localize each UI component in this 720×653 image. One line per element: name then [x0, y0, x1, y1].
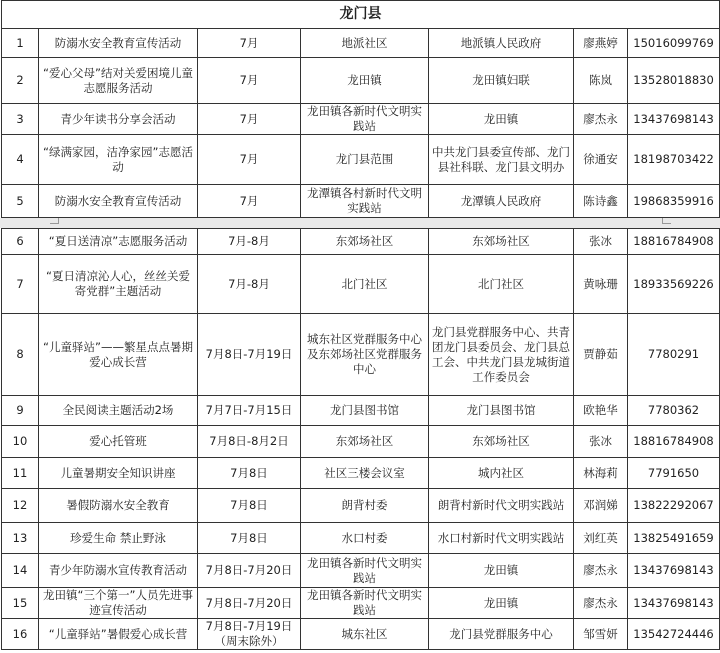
cell-organizer: 龙田镇妇联	[429, 58, 574, 104]
cell-phone: 13825491659	[628, 523, 720, 554]
cell-contact: 张冰	[574, 426, 628, 458]
cell-location: 龙田镇	[301, 58, 429, 104]
table-title: 龙门县	[2, 1, 720, 29]
cell-contact: 林海莉	[574, 458, 628, 489]
cell-organizer: 水口村新时代文明实践站	[429, 523, 574, 554]
cell-activity: 珍爱生命 禁止野泳	[39, 523, 198, 554]
cell-no: 13	[2, 523, 39, 554]
cell-phone: 15016099769	[628, 29, 720, 58]
cell-location: 北门社区	[301, 255, 429, 314]
cell-no: 12	[2, 489, 39, 523]
cell-location: 城东社区	[301, 619, 429, 650]
cell-phone: 13437698143	[628, 588, 720, 619]
cell-phone: 13437698143	[628, 104, 720, 135]
cell-location: 龙潭镇各村新时代文明实践站	[301, 185, 429, 218]
cell-organizer: 龙门县图书馆	[429, 396, 574, 426]
table-row	[2, 426, 720, 458]
cell-date: 7月7日-7月15日	[198, 396, 301, 426]
cell-contact: 廖杰永	[574, 104, 628, 135]
cell-contact: 张冰	[574, 229, 628, 255]
cell-activity: 青少年防溺水宣传教育活动	[39, 554, 198, 588]
cell-location: 龙田镇各新时代文明实践站	[301, 554, 429, 588]
cell-organizer: 龙门县党群服务中心	[429, 619, 574, 650]
cell-activity: 全民阅读主题活动2场	[39, 396, 198, 426]
cell-location: 社区三楼会议室	[301, 458, 429, 489]
cell-no: 16	[2, 619, 39, 650]
cell-contact: 陈岚	[574, 58, 628, 104]
cell-organizer: 城内社区	[429, 458, 574, 489]
activity-table-part-2	[1, 228, 720, 650]
table-row	[2, 588, 720, 619]
cell-organizer: 龙潭镇人民政府	[429, 185, 574, 218]
cell-location: 东郊场社区	[301, 229, 429, 255]
cell-date: 7月-8月	[198, 255, 301, 314]
cell-date: 7月8日-7月20日	[198, 554, 301, 588]
cell-no: 10	[2, 426, 39, 458]
activity-table-part-1	[1, 0, 720, 218]
cell-date: 7月	[198, 104, 301, 135]
cell-organizer: 东郊场社区	[429, 426, 574, 458]
cell-date: 7月	[198, 58, 301, 104]
cell-phone: 7780291	[628, 314, 720, 396]
cell-contact: 贾静茹	[574, 314, 628, 396]
page-break	[0, 218, 720, 228]
cell-location: 城东社区党群服务中心及东郊场社区党群服务中心	[301, 314, 429, 396]
cell-date: 7月	[198, 135, 301, 185]
table-row	[2, 29, 720, 58]
cell-date: 7月8日	[198, 523, 301, 554]
cell-organizer: 地派镇人民政府	[429, 29, 574, 58]
cell-no: 1	[2, 29, 39, 58]
cell-date: 7月8日	[198, 458, 301, 489]
cell-organizer: 北门社区	[429, 255, 574, 314]
table-row	[2, 104, 720, 135]
cell-phone: 7780362	[628, 396, 720, 426]
cell-phone: 13528018830	[628, 58, 720, 104]
cell-activity: 暑假防溺水安全教育	[39, 489, 198, 523]
table-row	[2, 314, 720, 396]
cell-activity: “儿童驿站”暑假爱心成长营	[39, 619, 198, 650]
cell-contact: 欧艳华	[574, 396, 628, 426]
table-row	[2, 458, 720, 489]
cell-phone: 19868359916	[628, 185, 720, 218]
cell-date: 7月	[198, 185, 301, 218]
cell-contact: 廖杰永	[574, 554, 628, 588]
cell-phone: 7791650	[628, 458, 720, 489]
cell-activity: “夏日清凉沁人心，丝丝关爱寄党群”主题活动	[39, 255, 198, 314]
cell-contact: 徐通安	[574, 135, 628, 185]
cell-activity: 爱心托管班	[39, 426, 198, 458]
cell-phone: 13437698143	[628, 554, 720, 588]
cell-organizer: 龙田镇	[429, 104, 574, 135]
cell-date: 7月-8月	[198, 229, 301, 255]
table-row	[2, 619, 720, 650]
table-row	[2, 396, 720, 426]
cell-organizer: 朗背村新时代文明实践站	[429, 489, 574, 523]
cell-activity: “绿满家园，洁净家园”志愿活动	[39, 135, 198, 185]
cell-no: 5	[2, 185, 39, 218]
cell-phone: 18816784908	[628, 229, 720, 255]
cell-date: 7月	[198, 29, 301, 58]
cell-activity: “夏日送清凉”志愿服务活动	[39, 229, 198, 255]
table-row	[2, 554, 720, 588]
cell-no: 2	[2, 58, 39, 104]
cell-date: 7月8日-7月20日	[198, 588, 301, 619]
cell-location: 龙田镇各新时代文明实践站	[301, 588, 429, 619]
cell-date: 7月8日	[198, 489, 301, 523]
cell-no: 15	[2, 588, 39, 619]
cell-contact: 廖燕婷	[574, 29, 628, 58]
cell-phone: 18816784908	[628, 426, 720, 458]
table-row	[2, 58, 720, 104]
table-row	[2, 135, 720, 185]
table-row	[2, 255, 720, 314]
cell-date: 7月8日-7月19日	[198, 314, 301, 396]
table-row	[2, 229, 720, 255]
cell-location: 东郊场社区	[301, 426, 429, 458]
cell-location: 龙门县范围	[301, 135, 429, 185]
cell-activity: “爱心父母”结对关爱困境儿童志愿服务活动	[39, 58, 198, 104]
cell-location: 水口村委	[301, 523, 429, 554]
cell-activity: 防溺水安全教育宣传活动	[39, 185, 198, 218]
cell-phone: 13822292067	[628, 489, 720, 523]
cell-activity: 防溺水安全教育宣传活动	[39, 29, 198, 58]
cell-no: 7	[2, 255, 39, 314]
cell-phone: 18198703422	[628, 135, 720, 185]
cell-activity: “儿童驿站”——繁星点点暑期爱心成长营	[39, 314, 198, 396]
cell-organizer: 中共龙门县委宣传部、龙门县社科联、龙门县文明办	[429, 135, 574, 185]
cell-location: 龙田镇各新时代文明实践站	[301, 104, 429, 135]
cell-phone: 18933569226	[628, 255, 720, 314]
cell-contact: 邹雪妍	[574, 619, 628, 650]
cell-contact: 陈诗鑫	[574, 185, 628, 218]
cell-location: 地派社区	[301, 29, 429, 58]
table-row	[2, 185, 720, 218]
cell-contact: 邓润娣	[574, 489, 628, 523]
cell-activity: 龙田镇“三个第一”人员先进事迹宣传活动	[39, 588, 198, 619]
cell-location: 朗背村委	[301, 489, 429, 523]
cell-organizer: 龙田镇	[429, 588, 574, 619]
table-row	[2, 523, 720, 554]
cell-date: 7月8日-8月2日	[198, 426, 301, 458]
cell-no: 14	[2, 554, 39, 588]
cell-activity: 儿童暑期安全知识讲座	[39, 458, 198, 489]
cell-no: 9	[2, 396, 39, 426]
cell-no: 3	[2, 104, 39, 135]
cell-organizer: 东郊场社区	[429, 229, 574, 255]
cell-organizer: 龙门县党群服务中心、共青团龙门县委员会、龙门县总工会、中共龙门县龙城街道工作委员会	[429, 314, 574, 396]
cell-no: 4	[2, 135, 39, 185]
cell-activity: 青少年读书分享会活动	[39, 104, 198, 135]
table-row	[2, 489, 720, 523]
cell-organizer: 龙田镇	[429, 554, 574, 588]
cell-no: 11	[2, 458, 39, 489]
cell-contact: 黄咏珊	[574, 255, 628, 314]
cell-contact: 刘红英	[574, 523, 628, 554]
cell-contact: 廖杰永	[574, 588, 628, 619]
cell-date: 7月8日-7月19日（周末除外）	[198, 619, 301, 650]
cell-location: 龙门县图书馆	[301, 396, 429, 426]
cell-no: 8	[2, 314, 39, 396]
cell-phone: 13542724446	[628, 619, 720, 650]
cell-no: 6	[2, 229, 39, 255]
